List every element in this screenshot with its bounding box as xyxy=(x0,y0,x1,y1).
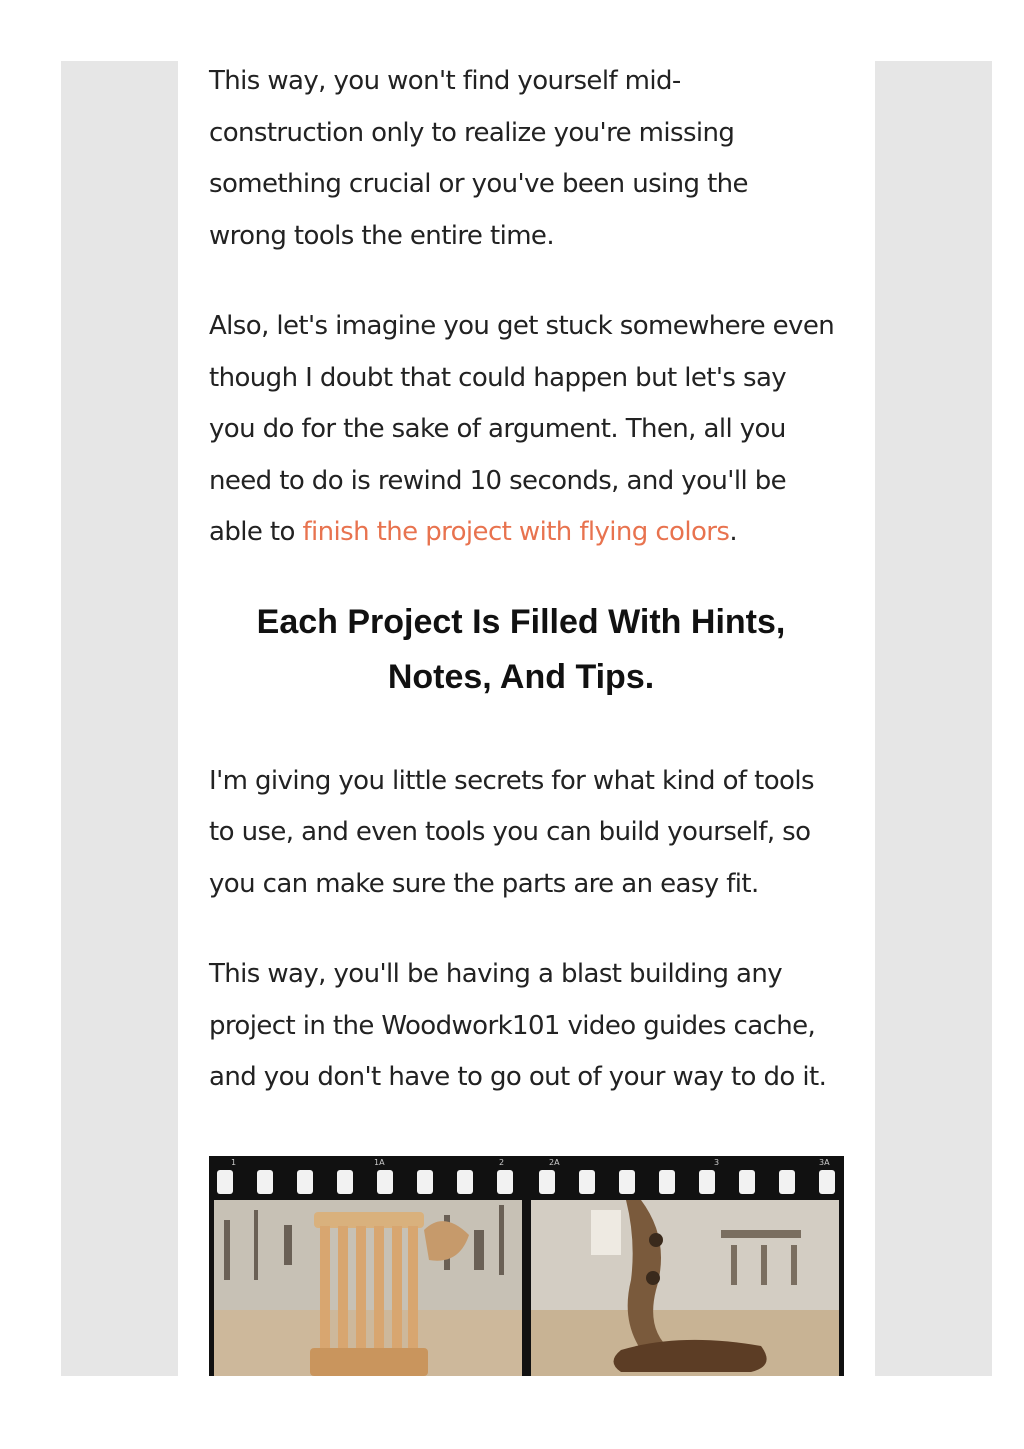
article-content xyxy=(209,56,849,1104)
paragraph-line: wrong tools the entire time. xyxy=(209,220,554,251)
paragraph-1 xyxy=(209,56,849,262)
paragraph-line: and you don't have to go out of your way to do it. xyxy=(209,1062,827,1092)
paragraph-line: though I doubt that could happen but let's say xyxy=(209,362,787,393)
paragraph-text: able to xyxy=(209,517,303,547)
paragraph-2 xyxy=(209,301,849,559)
paragraph-line: something crucial or you've been using the xyxy=(209,169,748,199)
frame-label-1: 1 xyxy=(231,1158,237,1167)
paragraph-4 xyxy=(209,949,849,1104)
heading-line: Each Project Is Filled With Hints, xyxy=(256,602,786,641)
frame-label-1a: 1A xyxy=(374,1158,385,1167)
paragraph-line: This way, you'll be having a blast building any xyxy=(209,959,783,989)
right-gutter-panel xyxy=(875,61,992,1376)
paragraph-line: you do for the sake of argument. Then, all you xyxy=(209,414,786,444)
paragraph-line: This way, you won't find yourself mid- xyxy=(209,66,681,96)
paragraph-line: you can make sure the parts are an easy fit. xyxy=(209,868,759,899)
spacer xyxy=(209,705,849,756)
paragraph-line xyxy=(209,507,849,559)
paragraph-line: to use, and even tools you can build yourself, so xyxy=(209,817,811,847)
film-sprocket-strip xyxy=(209,1156,844,1200)
project-filmstrip-image xyxy=(209,1156,844,1376)
paragraph-line: construction only to realize you're missing xyxy=(209,117,735,148)
wooden-stand-photo xyxy=(531,1200,839,1376)
frame-label-3a: 3A xyxy=(819,1158,830,1167)
frame-label-2: 2 xyxy=(499,1158,505,1167)
left-gutter-panel xyxy=(61,61,178,1376)
frame-label-3: 3 xyxy=(714,1158,720,1167)
paragraph-text: . xyxy=(729,517,738,547)
heading-line: Notes, And Tips. xyxy=(387,657,655,696)
section-heading xyxy=(201,595,841,705)
paragraph-line: Also, let's imagine you get stuck somewhere even xyxy=(209,311,835,341)
paragraph-line: I'm giving you little secrets for what kind of tools xyxy=(209,765,814,796)
paragraph-line: project in the Woodwork101 video guides cache, xyxy=(209,1010,816,1041)
paragraph-line: need to do is rewind 10 seconds, and you'll be xyxy=(209,465,787,496)
frame-label-2a: 2A xyxy=(549,1158,560,1167)
paragraph-3 xyxy=(209,756,849,911)
finish-project-link[interactable]: finish the project with flying colors xyxy=(302,517,730,547)
wooden-cage-photo xyxy=(214,1200,522,1376)
